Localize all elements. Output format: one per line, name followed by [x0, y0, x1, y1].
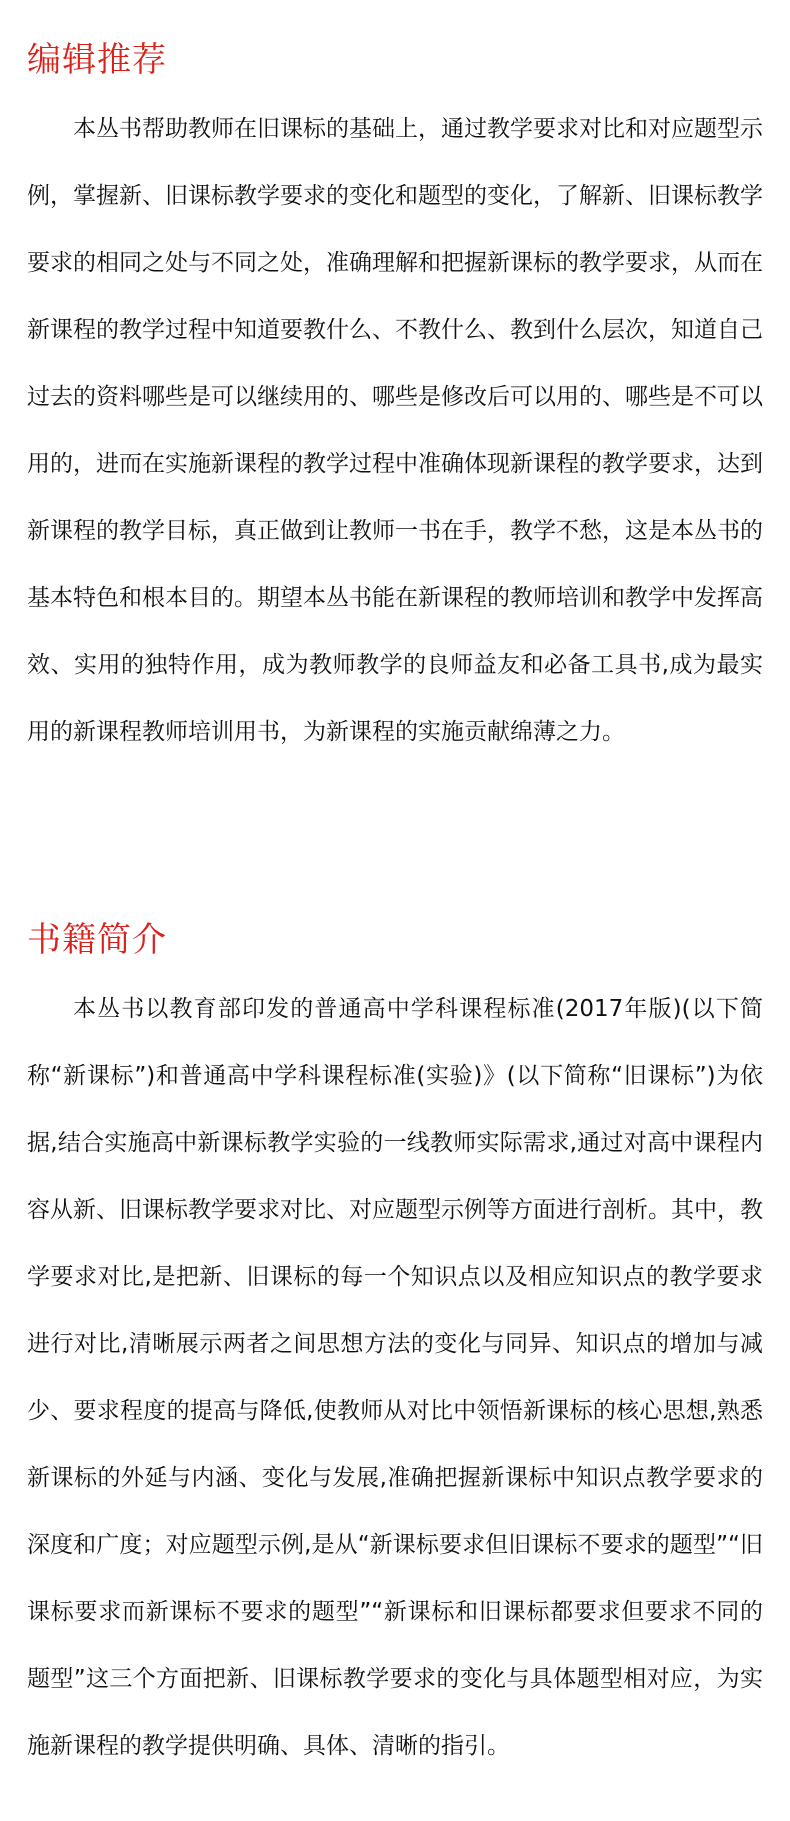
section-title-intro: 书籍简介	[27, 920, 167, 960]
recommend-paragraph: 本丛书帮助教师在旧课标的基础上，通过教学要求对比和对应题型示例，掌握新、旧课标教学要求的变化和题型的变化，了解新、旧课标教学要求的相同之处与不同之处，准确理解和把握新课标的教学要求，从而在新课程的教学过程中知道要教什么、不教什么、教到什么层次，知道自己过去的资料哪些是可以继续用的、哪些是修改后可以用的、哪些是不可以用的，进而在实施新课程的教学过程中准确体现新课程的教学要求，达到新课程的教学目标，真正做到让教师一书在手，教学不愁，这是本丛书的基本特色和根本目的。期望本丛书能在新课程的教师培训和教学中发挥高效、实用的独特作用，成为教师教学的良师益友和必备工具书,成为最实用的新课程教师培训用书，为新课程的实施贡献绵薄之力。	[27, 116, 763, 745]
intro-paragraph: 本丛书以教育部印发的普通高中学科课程标准(2017年版)(以下简称“新课标”)和普通高中学科课程标准(实验)》(以下简称“旧课标”)为依据,结合实施高中新课标教学实验的一线教师实际需求,通过对高中课程内容从新、旧课标教学要求对比、对应题型示例等方面进行剖析。其中，教学要求对比,是把新、旧课标的每一个知识点以及相应知识点的教学要求进行对比,清晰展示两者之间思想方法的变化与同异、知识点的增加与减少、要求程度的提高与降低,使教师从对比中领悟新课标的核心思想,熟悉新课标的外延与内涵、变化与发展,准确把握新课标中知识点教学要求的深度和广度；对应题型示例,是从“新课标要求但旧课标不要求的题型”“旧课标要求而新课标不要求的题型”“新课标和旧课标都要求但要求不同的题型”这三个方面把新、旧课标教学要求的变化与具体题型相对应，为实施新课程的教学提供明确、具体、清晰的指引。	[27, 996, 763, 1759]
section-title-recommend: 编辑推荐	[27, 40, 167, 80]
